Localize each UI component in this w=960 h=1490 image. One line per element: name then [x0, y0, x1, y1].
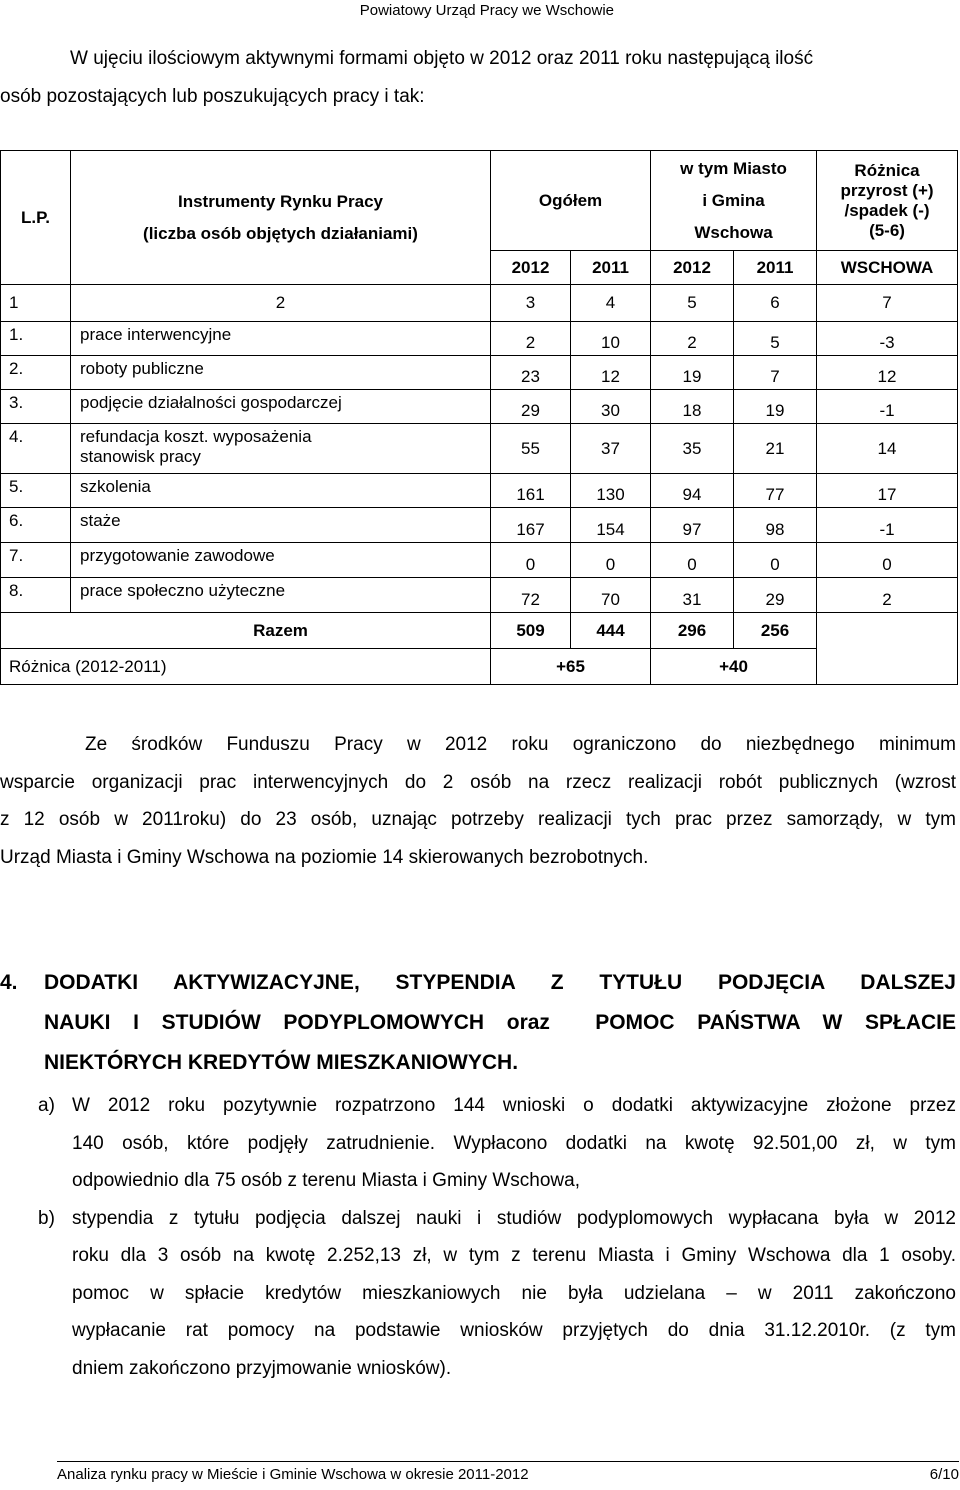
- row-lp: 6.: [1, 508, 71, 543]
- section-heading-line-1: DODATKI AKTYWIZACYJNE, STYPENDIA Z TYTUŁU PODJĘCIA DALSZEJ: [44, 971, 956, 994]
- header-instruments: [71, 151, 491, 285]
- row-value: 98: [734, 508, 817, 543]
- total-row: [1, 613, 958, 649]
- row-value: 23: [491, 356, 571, 390]
- header-miasto-line1: w tym Miasto: [680, 158, 787, 178]
- row-value: 55: [491, 424, 571, 474]
- column-number: 4: [571, 285, 651, 322]
- row-value: 0: [734, 543, 817, 578]
- table-row: [1, 322, 958, 356]
- list-marker: b): [38, 1207, 55, 1229]
- header-instruments-line1: Instrumenty Rynku Pracy: [177, 191, 383, 211]
- table-row: [1, 390, 958, 424]
- row-value: 161: [491, 474, 571, 508]
- fund-line-4: Urząd Miasta i Gminy Wschowa na poziomie 14 skierowanych bezrobotnych.: [0, 846, 649, 868]
- table-row: [1, 424, 958, 474]
- header-year: 2012: [491, 251, 571, 285]
- header-roznica-line3: /spadek (-): [844, 200, 930, 220]
- row-value: 31: [651, 578, 734, 613]
- column-number: 1: [1, 285, 71, 322]
- table-row: [1, 543, 958, 578]
- row-lp: 3.: [1, 390, 71, 424]
- row-name: staże: [71, 508, 491, 543]
- header-miasto-line2: i Gmina: [702, 190, 765, 210]
- row-lp: 4.: [1, 424, 71, 474]
- table-row: [1, 474, 958, 508]
- row-value: 97: [651, 508, 734, 543]
- header-miasto-gmina: [651, 151, 817, 251]
- row-value: 19: [651, 356, 734, 390]
- row-value: 154: [571, 508, 651, 543]
- row-value: 2: [817, 578, 958, 613]
- list-line: pomoc w spłacie kredytów mieszkaniowych nie była udzielana – w 2011 zakończono: [72, 1282, 956, 1304]
- section-number: 4.: [0, 971, 18, 994]
- row-value: 94: [651, 474, 734, 508]
- fund-line-3: z 12 osób w 2011roku) do 23 osób, uznając potrzeby realizacji tych prac przez samorządy, w tym: [0, 809, 956, 830]
- row-value: 37: [571, 424, 651, 474]
- header-year: 2011: [734, 251, 817, 285]
- total-label: Razem: [1, 613, 491, 649]
- fund-line-2: wsparcie organizacji prac interwencyjnych do 2 osób na rzecz realizacji robót publicznych (wzrost: [0, 771, 956, 793]
- difference-value: +40: [651, 649, 817, 685]
- total-value: 509: [491, 613, 571, 649]
- row-value: 2: [651, 322, 734, 356]
- column-number: 7: [817, 285, 958, 322]
- difference-row: [1, 649, 958, 685]
- column-number: 5: [651, 285, 734, 322]
- intro-line-2: osób pozostających lub poszukujących pracy i tak:: [0, 86, 425, 107]
- header-year: 2012: [651, 251, 734, 285]
- fund-line-1: Ze środków Funduszu Pracy w 2012 roku ograniczono do niezbędnego minimum: [85, 734, 956, 755]
- list-item-text: [72, 1087, 956, 1200]
- row-value: 30: [571, 390, 651, 424]
- row-value: 167: [491, 508, 571, 543]
- row-value: 14: [817, 424, 958, 474]
- row-value: 70: [571, 578, 651, 613]
- row-lp: 2.: [1, 356, 71, 390]
- row-value: 10: [571, 322, 651, 356]
- section-heading-line-3: NIEKTÓRYCH KREDYTÓW MIESZKANIOWYCH.: [44, 1051, 519, 1074]
- row-value: 21: [734, 424, 817, 474]
- footer-divider: [57, 1461, 959, 1462]
- row-value: 12: [571, 356, 651, 390]
- list-item: [0, 1087, 956, 1200]
- header-roznica: [817, 151, 958, 251]
- row-value: 5: [734, 322, 817, 356]
- table-row: [1, 356, 958, 390]
- header-roznica-line2: przyrost (+): [840, 180, 934, 200]
- list-item-text: [72, 1200, 956, 1388]
- list-line: roku dla 3 osób na kwotę 2.252,13 zł, w tym z terenu Miasta i Gminy Wschowa dla 1 osoby.: [72, 1245, 956, 1266]
- header-roznica-line1: Różnica: [854, 160, 920, 180]
- empty-cell: [817, 613, 958, 685]
- section-heading-line-2: NAUKI I STUDIÓW PODYPLOMOWYCH oraz POMOC PAŃSTWA W SPŁACIE: [44, 1011, 956, 1034]
- row-value: 2: [491, 322, 571, 356]
- difference-label: Różnica (2012-2011): [1, 649, 491, 685]
- section-4-heading: [0, 963, 956, 1083]
- column-number: 3: [491, 285, 571, 322]
- row-lp: 8.: [1, 578, 71, 613]
- page-header: Powiatowy Urząd Pracy we Wschowie: [359, 2, 614, 19]
- header-ogolem: Ogółem: [491, 151, 651, 251]
- row-name: prace społeczno użyteczne: [71, 578, 491, 613]
- row-value: -3: [817, 322, 958, 356]
- page-number: 6/10: [929, 1466, 959, 1483]
- list-line: dniem zakończono przyjmowanie wniosków).: [72, 1357, 452, 1379]
- row-value: 12: [817, 356, 958, 390]
- intro-line-1: W ujęciu ilościowym aktywnymi formami objęto w 2012 oraz 2011 roku następującą ilość: [70, 48, 814, 69]
- row-value: 29: [491, 390, 571, 424]
- list-line: stypendia z tytułu podjęcia dalszej nauki i studiów podyplomowych wypłacana była w 2012: [72, 1207, 956, 1229]
- total-value: 444: [571, 613, 651, 649]
- row-name: szkolenia: [71, 474, 491, 508]
- total-value: 296: [651, 613, 734, 649]
- column-number: 2: [71, 285, 491, 322]
- row-lp: 7.: [1, 543, 71, 578]
- row-value: 0: [491, 543, 571, 578]
- benefits-list: [0, 1087, 956, 1387]
- row-value: 77: [734, 474, 817, 508]
- row-name: prace interwencyjne: [71, 322, 491, 356]
- row-value: 0: [571, 543, 651, 578]
- list-line: W 2012 roku pozytywnie rozpatrzono 144 wnioski o dodatki aktywizacyjne złożone przez: [72, 1095, 956, 1116]
- row-value: 7: [734, 356, 817, 390]
- row-name: refundacja koszt. wyposażenia stanowisk pracy: [71, 424, 491, 474]
- difference-value: +65: [491, 649, 651, 685]
- row-value: 19: [734, 390, 817, 424]
- table-row: [1, 578, 958, 613]
- row-name: przygotowanie zawodowe: [71, 543, 491, 578]
- row-value: 72: [491, 578, 571, 613]
- row-value: 35: [651, 424, 734, 474]
- list-item: [0, 1200, 956, 1388]
- column-number: 6: [734, 285, 817, 322]
- instruments-table: [0, 150, 958, 685]
- page-footer: [57, 1466, 959, 1483]
- row-value: 130: [571, 474, 651, 508]
- fund-paragraph: [0, 726, 956, 876]
- header-lp: L.P.: [1, 151, 71, 285]
- row-lp: 5.: [1, 474, 71, 508]
- list-line: wypłacanie rat pomocy na podstawie wniosków przyjętych do dnia 31.12.2010r. (z tym: [72, 1320, 956, 1341]
- row-value: -1: [817, 390, 958, 424]
- list-line: 140 osób, które podjęły zatrudnienie. Wypłacono dodatki na kwotę 92.501,00 zł, w tym: [72, 1132, 956, 1154]
- row-value: 0: [651, 543, 734, 578]
- row-lp: 1.: [1, 322, 71, 356]
- row-value: 18: [651, 390, 734, 424]
- header-wschowa: WSCHOWA: [817, 251, 958, 285]
- total-value: 256: [734, 613, 817, 649]
- header-miasto-line3: Wschowa: [694, 222, 773, 242]
- header-year: 2011: [571, 251, 651, 285]
- list-line: odpowiednio dla 75 osób z terenu Miasta i Gminy Wschowa,: [72, 1170, 580, 1191]
- footer-title: Analiza rynku pracy w Mieście i Gminie Wschowa w okresie 2011-2012: [57, 1466, 529, 1483]
- row-value: -1: [817, 508, 958, 543]
- row-value: 17: [817, 474, 958, 508]
- intro-paragraph: [0, 40, 958, 116]
- row-value: 29: [734, 578, 817, 613]
- header-roznica-line4: (5-6): [869, 220, 905, 240]
- row-value: 0: [817, 543, 958, 578]
- row-name: roboty publiczne: [71, 356, 491, 390]
- row-name: podjęcie działalności gospodarczej: [71, 390, 491, 424]
- table-row: [1, 508, 958, 543]
- list-marker: a): [38, 1095, 55, 1116]
- header-instruments-line2: (liczba osób objętych działaniami): [143, 223, 418, 243]
